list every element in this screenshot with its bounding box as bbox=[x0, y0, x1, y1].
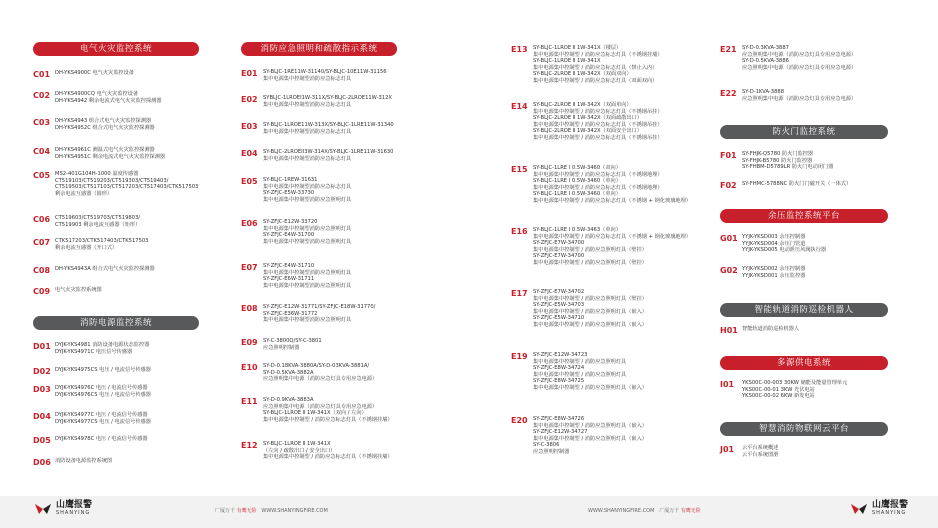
brand-logo-right bbox=[850, 500, 908, 516]
entry-line: SY-FHJK-B5780 防火门监控器 bbox=[742, 157, 813, 164]
entry-code: E21 bbox=[720, 45, 737, 54]
entry-line: 集中电源集中控制型 / 消防应急标志灯具（不锈钢地埋） bbox=[533, 171, 663, 178]
entry-code: F01 bbox=[720, 151, 737, 160]
entry-code: E02 bbox=[241, 95, 258, 104]
entry-line: 集中电源集中控制型 / 消防应急标志灯具（不锈钢 + 钢化玻璃地埋） bbox=[533, 197, 691, 204]
entry-line: SY-BLJC-2LROE Ⅱ 1W-342X（双面疏散出口） bbox=[533, 115, 643, 122]
catalog-entry-d02 bbox=[33, 367, 151, 376]
entry-lines bbox=[263, 219, 351, 245]
entry-line: SY-BLJC-2LROEII3W-314X/SY-BLJC-1LRE11W-31630 bbox=[263, 149, 394, 155]
entry-line: YYJK-YKSD003 余压控制器 bbox=[742, 234, 806, 240]
catalog-entry-f02 bbox=[720, 181, 851, 190]
entry-code: C08 bbox=[33, 266, 51, 275]
entry-line: SY-BLJC-2LROE Ⅱ 1W-342X（双面单向） bbox=[533, 102, 632, 108]
entry-line: 应急照明集中电源（消防应急灯具专用应急电源） bbox=[263, 376, 378, 383]
entry-code: C06 bbox=[33, 215, 51, 224]
entry-line: DYJK-YKS4976CS 电压 / 电流信号传感器 bbox=[55, 391, 151, 398]
section-header-G: 余压监控系统平台 bbox=[720, 209, 888, 223]
brand-logo-left bbox=[34, 500, 92, 516]
entry-code: D01 bbox=[33, 342, 51, 351]
catalog-entry-h01 bbox=[720, 326, 799, 335]
entry-line: 剩余电流互感器（开口式） bbox=[55, 244, 118, 251]
catalog-entry-c02 bbox=[33, 91, 162, 104]
catalog-entry-e14 bbox=[511, 102, 663, 142]
entry-line: DH-YKS4943 组合式电气火灾监控探测器 bbox=[55, 118, 152, 124]
website-link-right[interactable]: WWW.SHANYINGFIRE.COM bbox=[588, 508, 655, 514]
entry-code: J01 bbox=[720, 445, 735, 454]
entry-code: E19 bbox=[511, 352, 528, 361]
entry-lines bbox=[55, 91, 162, 104]
entry-line: 集中电源集中控制型 / 消防应急标志灯具（禁止入内） bbox=[533, 64, 658, 71]
catalog-entry-c06 bbox=[33, 215, 140, 228]
entry-lines bbox=[55, 287, 102, 296]
entry-line: SY-BLJC-1LRE Ⅰ 0.5W-3460（单向） bbox=[533, 191, 621, 198]
entry-line: SY-BLJC-1LROE Ⅱ 1W-341X（楼层） bbox=[533, 45, 622, 51]
entry-line: SY-ZFJC-E5W-33730 bbox=[263, 190, 315, 197]
section-header-H: 智能轨道消防巡检机器人 bbox=[720, 303, 888, 317]
entry-lines bbox=[263, 69, 387, 82]
entry-line: 集中电源集中控制型 / 消防应急照明灯具（壁挂） bbox=[533, 295, 647, 302]
entry-lines bbox=[263, 338, 322, 351]
catalog-entry-e03 bbox=[241, 122, 394, 135]
catalog-entry-e20 bbox=[511, 416, 647, 456]
entry-line: 集中电源集中控制型 / 消防应急标志灯具（不锈钢吊挂） bbox=[533, 134, 663, 141]
catalog-entry-e01 bbox=[241, 69, 387, 82]
entry-line: 集中电源集中控制型 / 消防应急照明灯具（壁挂） bbox=[533, 246, 647, 253]
section-header-F: 防火门监控系统 bbox=[720, 125, 888, 139]
entry-line: 集中电源集中控制型消防应急照明灯具 bbox=[263, 238, 352, 245]
eagle-logo-icon bbox=[850, 501, 868, 515]
entry-lines bbox=[55, 238, 148, 251]
catalog-entry-e11 bbox=[241, 397, 393, 423]
brand-name-en: SHANYING bbox=[56, 510, 91, 516]
slogan-suffix: 有鹰无险 bbox=[236, 508, 257, 514]
entry-line: 集中电源集中控制型 / 消防应急照明灯具（嵌入） bbox=[533, 422, 647, 429]
entry-code: E15 bbox=[511, 165, 528, 174]
slogan-prefix: 广厦万千 bbox=[215, 508, 236, 514]
entry-line: 消防设备电源监控系统图 bbox=[55, 458, 113, 464]
entry-line: DYJK-YKS4977C 电压 / 电流信号传感器 bbox=[55, 412, 148, 418]
entry-lines bbox=[55, 436, 148, 445]
catalog-entry-e08 bbox=[241, 304, 375, 324]
catalog-entry-e16 bbox=[511, 227, 691, 267]
catalog-entry-e21 bbox=[720, 45, 856, 71]
entry-line: SY-BLJC-2LROE Ⅱ 1W-342X（双面双向） bbox=[533, 71, 632, 78]
entry-line: DH-YKS4961C 测温式电气火灾监控探测器 bbox=[55, 147, 155, 153]
entry-line: DH-YKS4900CQ 电气火灾监控设备 bbox=[55, 91, 139, 97]
entry-line: SY-D-0.9KVA-3883A bbox=[263, 397, 314, 403]
entry-line: 集中电源集中控制型 / 消防应急标志灯具（不锈钢挂墙） bbox=[533, 51, 663, 58]
entry-line: 集中电源集中控制型 / 消防应急标志灯具（不锈钢吊挂） bbox=[533, 108, 663, 115]
entry-line: SY-BLJC-1RE11W-31140/SY-BLJC-10E11W-31156 bbox=[263, 69, 387, 75]
entry-line: 电气火灾监控系统图 bbox=[55, 287, 102, 293]
entry-line: 应急照明控制器 bbox=[263, 344, 300, 351]
entry-lines bbox=[55, 171, 198, 197]
entry-line: 云平台系统图册 bbox=[742, 451, 779, 458]
entry-line: DH-YKS4900C 电气火灾监控设备 bbox=[55, 70, 134, 76]
entry-lines bbox=[263, 397, 393, 423]
entry-line: 智能轨道消防巡检机器人 bbox=[742, 326, 800, 332]
catalog-entry-c07 bbox=[33, 238, 148, 251]
entry-code: E11 bbox=[241, 397, 258, 406]
entry-line: SY-ZFJC-E7W-34700 bbox=[533, 240, 585, 247]
catalog-entry-c09 bbox=[33, 287, 102, 296]
catalog-entry-c04 bbox=[33, 147, 165, 160]
entry-line: 应急照明控制器 bbox=[533, 448, 570, 455]
brand-name-en-right: SHANYING bbox=[872, 510, 907, 516]
entry-line: 集中电源集中控制型 / 消防应急标志灯具（不锈钢地埋） bbox=[533, 184, 663, 191]
entry-line: SY-C-3806 bbox=[533, 442, 560, 449]
entry-lines bbox=[55, 412, 151, 425]
entry-lines bbox=[55, 385, 151, 398]
entry-code: E12 bbox=[241, 441, 258, 450]
entry-line: 集中电源集中控制型 / 消防应急照明灯具 bbox=[533, 371, 627, 378]
entry-line: SY-C-3800Q/SY-C-3801 bbox=[263, 338, 322, 344]
section-header-I: 多源供电系统 bbox=[720, 356, 888, 370]
entry-code: E06 bbox=[241, 219, 258, 228]
entry-line: YKS00C-00-01 3KW 光伏电站 bbox=[742, 386, 815, 393]
entry-lines bbox=[55, 118, 155, 131]
catalog-entry-g01 bbox=[720, 234, 826, 254]
entry-lines bbox=[263, 441, 393, 461]
entry-line: SY-D-0.18KVA-3880A/SY-D-03KVA-3881A/ bbox=[263, 363, 370, 369]
entry-lines bbox=[742, 234, 826, 254]
entry-line: SY-BLJC-1LROE Ⅱ 1W-341X bbox=[263, 441, 331, 447]
entry-lines bbox=[742, 266, 805, 279]
entry-lines bbox=[55, 215, 140, 228]
entry-code: D02 bbox=[33, 367, 51, 376]
entry-line: DH-YKS4952C 组合式电气火灾监控探测器 bbox=[55, 124, 155, 131]
entry-line: 应急照明集中电源（消防应急灯具专用应急电源） bbox=[742, 51, 857, 58]
entry-code: D05 bbox=[33, 436, 51, 445]
entry-line: YKS00C-00-003 30KW 储能及能量管理单元 bbox=[742, 380, 848, 386]
entry-line: SY-ZFJC-E6W-31711 bbox=[263, 276, 315, 283]
entry-line: SY-BLJC-1REW-31631 bbox=[263, 177, 318, 183]
entry-code: E03 bbox=[241, 122, 258, 131]
entry-line: DYJK-YKS4975CS 电压 / 电流信号传感器 bbox=[55, 367, 151, 373]
entry-line: DYJK-YKS4978C 电压 / 电流信号传感器 bbox=[55, 436, 148, 442]
entry-lines bbox=[55, 70, 134, 79]
entry-line: SY-ZFJC-E5W-34703 bbox=[533, 302, 585, 309]
entry-code: E09 bbox=[241, 338, 258, 347]
catalog-entry-e04 bbox=[241, 149, 393, 162]
entry-code: E22 bbox=[720, 89, 737, 98]
entry-code: C02 bbox=[33, 91, 51, 100]
entry-code: G01 bbox=[720, 234, 738, 243]
entry-line: SY-BLJC-1LROE Ⅱ 1W-341X（双向 / 左向） bbox=[263, 410, 367, 417]
catalog-entry-e17 bbox=[511, 289, 647, 329]
entry-line: SY-ZFJC-E7W-34700 bbox=[533, 253, 585, 260]
entry-line: 集中电源集中控制型消防应急照明灯具 bbox=[263, 269, 352, 276]
entry-lines bbox=[742, 380, 847, 400]
entry-line: 云平台系统概述 bbox=[742, 445, 779, 451]
catalog-entry-d03 bbox=[33, 385, 151, 398]
entry-lines bbox=[533, 45, 663, 85]
entry-line: SY-FHJK-Q5780 防火门监控器 bbox=[742, 151, 814, 157]
catalog-entry-f01 bbox=[720, 151, 833, 171]
entry-lines bbox=[533, 352, 647, 392]
section-header-D: 消防电源监控系统 bbox=[33, 316, 199, 330]
entry-lines bbox=[263, 177, 351, 203]
entry-code: C09 bbox=[33, 287, 51, 296]
entry-line: 集中电源集中控制型消防应急照明灯具 bbox=[263, 196, 352, 203]
entry-code: E07 bbox=[241, 263, 258, 272]
catalog-entry-d01 bbox=[33, 342, 149, 355]
entry-line: SY-D-0.5KVA-3886 bbox=[742, 58, 789, 65]
entry-code: E10 bbox=[241, 363, 258, 372]
entry-code: E14 bbox=[511, 102, 528, 111]
entry-lines bbox=[263, 304, 375, 324]
entry-line: CT519103/CT519203/CT519303/CT519403/ bbox=[55, 177, 169, 184]
entry-code: C04 bbox=[33, 147, 51, 156]
section-header-J: 智慧消防物联网云平台 bbox=[720, 422, 888, 436]
entry-lines bbox=[742, 45, 856, 71]
entry-lines bbox=[55, 367, 151, 376]
entry-line: 集中电源集中控制型消防应急照明灯具 bbox=[263, 317, 352, 324]
entry-code: E08 bbox=[241, 304, 258, 313]
entry-line: SY-ZFJC-E12W-33720 bbox=[263, 219, 318, 225]
entry-line: YYJK-YKSD002 余压控制器 bbox=[742, 266, 806, 272]
catalog-entry-e13 bbox=[511, 45, 663, 85]
entry-line: 集中电源集中控制型 / 消防应急照明灯具（壁挂） bbox=[533, 259, 647, 266]
website-link[interactable]: WWW.SHANYINGFIRE.COM bbox=[261, 508, 328, 514]
entry-line: 集中电源集中控制型 / 消防应急标志灯具（不锈钢吊挂） bbox=[533, 121, 663, 128]
entry-lines bbox=[742, 445, 778, 458]
entry-line: SY-BLJC-1LRE Ⅰ 0.5W-3460（双向） bbox=[533, 165, 621, 171]
footer-slogan-left bbox=[215, 507, 328, 514]
entry-line: 剩余电流互感器（圆形） bbox=[55, 190, 113, 197]
entry-lines bbox=[533, 289, 647, 329]
entry-code: D03 bbox=[33, 385, 51, 394]
catalog-entry-e19 bbox=[511, 352, 647, 392]
entry-line: YYJK-YKSD001 余压监控器 bbox=[742, 272, 806, 279]
eagle-logo-icon bbox=[34, 501, 52, 515]
entry-line: DH-YKS4943A 组合式电气火灾监控探测器 bbox=[55, 266, 155, 272]
entry-line: SY-ZFJC-E8W-34725 bbox=[533, 378, 585, 385]
entry-lines bbox=[533, 416, 647, 456]
footer-slogan-right bbox=[588, 507, 701, 514]
catalog-entry-e02 bbox=[241, 95, 392, 108]
catalog-entry-g02 bbox=[720, 266, 805, 279]
catalog-entry-e10 bbox=[241, 363, 377, 383]
catalog-entry-e09 bbox=[241, 338, 322, 351]
entry-lines bbox=[533, 165, 691, 205]
entry-line: 集中电源集中控制型 / 消防应急标志灯具（双面双向） bbox=[533, 77, 658, 84]
entry-line: SY-D-0.5KVA-3882A bbox=[263, 369, 314, 376]
entry-line: SY-D-1KVA-3888 bbox=[742, 89, 785, 95]
entry-line: SY-ZFJC-E12W-31771/SY-ZFJC-E18W-31770/ bbox=[263, 304, 376, 310]
entry-code: C01 bbox=[33, 70, 51, 79]
entry-line: 集中电源集中控制型 / 消防应急标志灯具（不锈钢挂墙） bbox=[263, 416, 393, 423]
entry-line: 集中电源集中控制型消防应急标志灯具 bbox=[263, 155, 352, 162]
entry-line: DH-YKS4942 剩余电流式电气火灾监控探测器 bbox=[55, 97, 162, 104]
catalog-entry-e15 bbox=[511, 165, 691, 205]
entry-code: I01 bbox=[720, 380, 735, 389]
catalog-entry-d05 bbox=[33, 436, 148, 445]
catalog-entry-d06 bbox=[33, 458, 112, 467]
entry-line: YYJK-YKSD004 余压门管道 bbox=[742, 240, 806, 247]
entry-line: YKS00C-00-02 6KW 新发电站 bbox=[742, 393, 815, 400]
entry-code: C03 bbox=[33, 118, 51, 127]
entry-line: DYJK-YKS4971C 电压信号传感器 bbox=[55, 348, 133, 355]
entry-line: SY-ZFJC-E12W-34723 bbox=[533, 352, 588, 358]
entry-line: SY-BLJC-1LRE Ⅰ 0.5W-3463（单向） bbox=[533, 227, 621, 233]
catalog-entry-i01 bbox=[720, 380, 847, 400]
entry-line: SY-ZFJC-E8W-34726 bbox=[533, 416, 585, 422]
catalog-entry-e05 bbox=[241, 177, 351, 203]
entry-line: SY-FHBM-D5789LR 防火门电动闭门器 bbox=[742, 164, 834, 171]
entry-code: E04 bbox=[241, 149, 258, 158]
catalog-entry-c08 bbox=[33, 266, 155, 275]
entry-lines bbox=[742, 151, 833, 171]
entry-line: 应急照明集中电源（消防应急灯具专用应急电源） bbox=[263, 403, 378, 410]
entry-code: E01 bbox=[241, 69, 258, 78]
catalog-entry-d04 bbox=[33, 412, 151, 425]
brand-name-cn-right: 山鹰报警 bbox=[872, 500, 909, 510]
entry-lines bbox=[263, 263, 351, 289]
catalog-entry-e22 bbox=[720, 89, 856, 102]
entry-lines bbox=[742, 181, 851, 190]
slogan-prefix-right: 广厦万千 bbox=[659, 508, 680, 514]
entry-lines bbox=[263, 363, 377, 383]
entry-code: E17 bbox=[511, 289, 528, 298]
entry-lines bbox=[742, 89, 856, 102]
entry-code: E13 bbox=[511, 45, 528, 54]
entry-line: SY-ZFJC-E36W-31772 bbox=[263, 310, 318, 317]
entry-line: DYJK-YKS4981 消防设备电源状态监控器 bbox=[55, 342, 150, 348]
entry-line: 应急照明集中电源（消防应急灯具专用应急电源） bbox=[742, 64, 857, 71]
entry-lines bbox=[263, 95, 392, 108]
entry-lines bbox=[263, 122, 394, 135]
entry-line: SYBLJC-1LROEI1W-311X/SY-BLJC-2LROE11W-312X bbox=[263, 95, 392, 101]
entry-line: CT519903 剩余电流互感器（矩形） bbox=[55, 221, 141, 228]
entry-lines bbox=[533, 102, 663, 142]
entry-line: 集中电源集中控制型消防应急标志灯具 bbox=[263, 128, 352, 135]
entry-line: 集中电源集中控制型 / 消防应急标志灯具（不锈钢挂墙） bbox=[263, 454, 393, 461]
section-header-E: 消防应急照明和疏散指示系统 bbox=[241, 42, 397, 56]
entry-line: 集中电源集中控制型 / 消防应急照明灯具 bbox=[533, 358, 627, 365]
entry-line: SY-ZFJC-E4W-31700 bbox=[263, 232, 315, 239]
entry-line: SY-ZFJC-E12W-34727 bbox=[533, 429, 588, 436]
entry-lines bbox=[55, 266, 155, 275]
entry-line: CT519603/CT519703/CT519803/ bbox=[55, 215, 141, 221]
entry-line: 集中电源集中控制型 / 消防应急照明灯具（嵌入） bbox=[533, 321, 647, 328]
entry-code: G02 bbox=[720, 266, 738, 275]
entry-line: SY-BLJC-1LROE Ⅱ 1W-341X bbox=[533, 58, 601, 65]
entry-line: 应急照明集中电源（消防应急灯具专用应急电源） bbox=[742, 95, 857, 102]
entry-lines bbox=[55, 147, 165, 160]
section-header-C: 电气火灾监控系统 bbox=[33, 42, 199, 56]
entry-line: 集中电源集中控制型消防应急标志灯具 bbox=[263, 101, 352, 108]
entry-code: F02 bbox=[720, 181, 737, 190]
entry-line: SY-ZFJC-E4W-31710 bbox=[263, 263, 315, 269]
entry-line: CTK517203/CTK517403/CTK517503 bbox=[55, 238, 149, 244]
entry-code: C07 bbox=[33, 238, 51, 247]
catalog-entry-e07 bbox=[241, 263, 351, 289]
entry-line: 集中电源集中控制型消防应急照明灯具 bbox=[263, 282, 352, 289]
catalog-entry-j01 bbox=[720, 445, 778, 458]
entry-line: 集中电源集中控制型消防应急标志灯具 bbox=[263, 75, 352, 82]
entry-line: YYJK-YKSD005 电动泄压风阀执行器 bbox=[742, 247, 827, 254]
entry-line: SY-BLJC-1LROE11W-313X/SY-BLJC-1LRE11W-31340 bbox=[263, 122, 394, 128]
entry-code: E05 bbox=[241, 177, 258, 186]
entry-line: DYJK-YKS4976C 电压 / 电流信号传感器 bbox=[55, 385, 148, 391]
entry-code: D06 bbox=[33, 458, 51, 467]
entry-line: DYJK-YKS4977CS 电压 / 电流信号传感器 bbox=[55, 418, 151, 425]
entry-line: 集中电源集中控制型 / 消防应急标志灯具（不锈钢 + 钢化玻璃地埋） bbox=[533, 233, 691, 240]
entry-code: H01 bbox=[720, 326, 738, 335]
entry-code: D04 bbox=[33, 412, 51, 421]
entry-line: MS2-401G104H-1000 温度传感器 bbox=[55, 171, 139, 177]
entry-line: 集中电源集中控制型消防应急照明灯具 bbox=[263, 225, 352, 232]
entry-line: SY-BLJC-1LRE Ⅰ 0.5W-3460（单向） bbox=[533, 178, 621, 185]
entry-code: E16 bbox=[511, 227, 528, 236]
entry-line: 集中电源集中控制型 / 消防应急照明灯具（嵌入） bbox=[533, 308, 647, 315]
brand-name-cn: 山鹰报警 bbox=[56, 500, 93, 510]
entry-line: CT519503/CT517103/CT517203/CT517403/CTK517503 bbox=[55, 184, 199, 191]
entry-lines bbox=[263, 149, 393, 162]
entry-lines bbox=[55, 458, 112, 467]
entry-code: E20 bbox=[511, 416, 528, 425]
footer-bar bbox=[0, 496, 938, 528]
catalog-entry-c05 bbox=[33, 171, 198, 197]
catalog-entry-c01 bbox=[33, 70, 134, 79]
catalog-entry-e12 bbox=[241, 441, 393, 461]
entry-line: SY-ZFJC-E5W-34710 bbox=[533, 315, 585, 322]
entry-line: SY-ZFJC-E8W-34724 bbox=[533, 365, 585, 372]
entry-line: SY-BLJC-2LROE Ⅱ 1W-342X（双面安全出口） bbox=[533, 128, 643, 135]
entry-line: 集中电源集中控制型消防应急标志灯具 bbox=[263, 183, 352, 190]
entry-line: SY-FHMC-5788NC 防火门门磁开关（一体式） bbox=[742, 181, 852, 187]
entry-line: 集中电源集中控制型 / 消防应急照明灯具（嵌入） bbox=[533, 435, 647, 442]
entry-lines bbox=[55, 342, 149, 355]
entry-lines bbox=[533, 227, 691, 267]
entry-line: SY-ZFJC-E7W-34702 bbox=[533, 289, 585, 295]
entry-line: （左向 / 疏散出口 / 安全出口） bbox=[263, 447, 336, 454]
entry-lines bbox=[742, 326, 799, 335]
entry-line: 集中电源集中控制型 / 消防应急照明灯具（嵌入） bbox=[533, 384, 647, 391]
catalog-entry-e06 bbox=[241, 219, 351, 245]
catalog-entry-c03 bbox=[33, 118, 155, 131]
entry-line: DH-YKS4951C 剩余电流式电气火灾监控探测器 bbox=[55, 153, 166, 160]
slogan-suffix-right: 有鹰无险 bbox=[680, 508, 701, 514]
entry-code: C05 bbox=[33, 171, 51, 180]
entry-line: SY-D-0.3KVA-3887 bbox=[742, 45, 789, 51]
